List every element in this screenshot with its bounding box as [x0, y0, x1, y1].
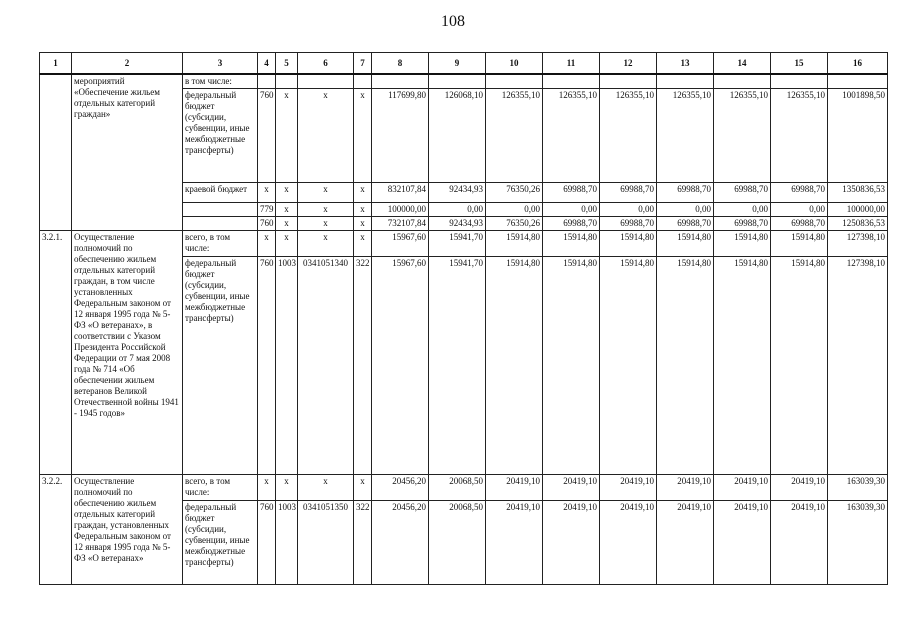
- value-cell: 20419,10: [657, 501, 714, 585]
- code-cell: 322: [354, 501, 372, 585]
- value-cell: 0,00: [771, 203, 828, 217]
- column-header: 7: [354, 53, 372, 75]
- value-cell: 100000,00: [828, 203, 888, 217]
- row-number-cell: 3.2.1.: [40, 231, 72, 475]
- value-cell: 126355,10: [657, 89, 714, 183]
- budget-table: [39, 52, 888, 585]
- code-cell: x: [276, 475, 298, 501]
- empty-cell: [372, 74, 429, 89]
- empty-cell: [771, 74, 828, 89]
- code-cell: 760: [258, 89, 276, 183]
- description-cell: Осуществление полномочий по обеспечению жильем отдельных категорий граждан, в том числе установленных Федеральным законом от 12 января 1995 года № 5-ФЗ «О ветеранах», в соответствии с Указом Президента Российской Федерации от 7 мая 2008 года № 714 «Об обеспечении жильем ветеранов Великой Отечественной войны 1941 - 1945 годов»: [72, 231, 183, 475]
- value-cell: 20419,10: [657, 475, 714, 501]
- value-cell: 163039,30: [828, 501, 888, 585]
- empty-cell: [486, 74, 543, 89]
- empty-cell: [276, 74, 298, 89]
- value-cell: 15914,80: [543, 257, 600, 475]
- description-cell: Осуществление полномочий по обеспечению жильем отдельных категорий граждан, установленных Федеральным законом от 12 января 1995 года № 5-ФЗ «О ветеранах»: [72, 475, 183, 585]
- source-cell: федеральный бюджет (субсидии, субвенции, иные межбюджетные трансферты): [183, 89, 258, 183]
- code-cell: 0341051350: [298, 501, 354, 585]
- value-cell: 15914,80: [657, 231, 714, 257]
- value-cell: 15914,80: [600, 257, 657, 475]
- column-header: 14: [714, 53, 771, 75]
- value-cell: 15914,80: [657, 257, 714, 475]
- code-cell: x: [354, 183, 372, 203]
- table-row: [40, 231, 888, 257]
- value-cell: 1001898,50: [828, 89, 888, 183]
- value-cell: 126355,10: [486, 89, 543, 183]
- column-header: 12: [600, 53, 657, 75]
- column-header: 9: [429, 53, 486, 75]
- code-cell: x: [298, 183, 354, 203]
- code-cell: 779: [258, 203, 276, 217]
- code-cell: x: [258, 231, 276, 257]
- value-cell: 76350,26: [486, 217, 543, 231]
- column-header: 6: [298, 53, 354, 75]
- value-cell: 69988,70: [543, 217, 600, 231]
- source-cell: [183, 217, 258, 231]
- column-header: 5: [276, 53, 298, 75]
- code-cell: x: [354, 89, 372, 183]
- code-cell: x: [298, 217, 354, 231]
- value-cell: 20068,50: [429, 475, 486, 501]
- value-cell: 20456,20: [372, 501, 429, 585]
- value-cell: 20419,10: [543, 501, 600, 585]
- code-cell: x: [276, 217, 298, 231]
- code-cell: 760: [258, 501, 276, 585]
- code-cell: 0341051340: [298, 257, 354, 475]
- code-cell: x: [298, 231, 354, 257]
- column-header: 10: [486, 53, 543, 75]
- code-cell: x: [258, 183, 276, 203]
- value-cell: 15941,70: [429, 231, 486, 257]
- column-header: 8: [372, 53, 429, 75]
- value-cell: 76350,26: [486, 183, 543, 203]
- value-cell: 20419,10: [486, 501, 543, 585]
- value-cell: 15914,80: [771, 257, 828, 475]
- empty-cell: [354, 74, 372, 89]
- code-cell: 1003: [276, 257, 298, 475]
- column-header: 16: [828, 53, 888, 75]
- value-cell: 92434,93: [429, 183, 486, 203]
- value-cell: 69988,70: [714, 217, 771, 231]
- value-cell: 20419,10: [714, 501, 771, 585]
- source-cell: федеральный бюджет (субсидии, субвенции, иные межбюджетные трансферты): [183, 257, 258, 475]
- value-cell: 126355,10: [600, 89, 657, 183]
- value-cell: 0,00: [657, 203, 714, 217]
- empty-cell: [429, 74, 486, 89]
- value-cell: 1350836,53: [828, 183, 888, 203]
- value-cell: 1250836,53: [828, 217, 888, 231]
- table-row: [40, 475, 888, 501]
- value-cell: 126355,10: [714, 89, 771, 183]
- value-cell: 100000,00: [372, 203, 429, 217]
- code-cell: x: [298, 475, 354, 501]
- empty-cell: [258, 74, 276, 89]
- value-cell: 0,00: [543, 203, 600, 217]
- value-cell: 15914,80: [543, 231, 600, 257]
- value-cell: 0,00: [486, 203, 543, 217]
- sub-header-cell: в том числе:: [183, 74, 258, 89]
- code-cell: 1003: [276, 501, 298, 585]
- value-cell: 15914,80: [600, 231, 657, 257]
- code-cell: x: [258, 475, 276, 501]
- value-cell: 126068,10: [429, 89, 486, 183]
- value-cell: 15914,80: [486, 257, 543, 475]
- code-cell: x: [276, 183, 298, 203]
- empty-cell: [657, 74, 714, 89]
- value-cell: 15914,80: [714, 231, 771, 257]
- value-cell: 163039,30: [828, 475, 888, 501]
- empty-cell: [543, 74, 600, 89]
- value-cell: 0,00: [714, 203, 771, 217]
- source-cell: всего, в том числе:: [183, 475, 258, 501]
- value-cell: 69988,70: [600, 183, 657, 203]
- empty-cell: [828, 74, 888, 89]
- value-cell: 117699,80: [372, 89, 429, 183]
- value-cell: 20419,10: [600, 501, 657, 585]
- value-cell: 15914,80: [771, 231, 828, 257]
- source-cell: [183, 203, 258, 217]
- value-cell: 20419,10: [486, 475, 543, 501]
- value-cell: 20419,10: [771, 475, 828, 501]
- description-cell: мероприятий «Обеспечение жильем отдельных категорий граждан»: [72, 74, 183, 231]
- code-cell: x: [354, 475, 372, 501]
- code-cell: 760: [258, 217, 276, 231]
- code-cell: x: [276, 203, 298, 217]
- value-cell: 69988,70: [543, 183, 600, 203]
- empty-cell: [600, 74, 657, 89]
- empty-cell: [714, 74, 771, 89]
- value-cell: 127398,10: [828, 257, 888, 475]
- value-cell: 20419,10: [771, 501, 828, 585]
- value-cell: 15941,70: [429, 257, 486, 475]
- table-header-row: [40, 53, 888, 75]
- column-header: 13: [657, 53, 714, 75]
- value-cell: 126355,10: [771, 89, 828, 183]
- value-cell: 20456,20: [372, 475, 429, 501]
- column-header: 15: [771, 53, 828, 75]
- code-cell: x: [276, 89, 298, 183]
- value-cell: 15967,60: [372, 231, 429, 257]
- code-cell: x: [298, 203, 354, 217]
- value-cell: 20419,10: [543, 475, 600, 501]
- value-cell: 69988,70: [771, 183, 828, 203]
- column-header: 1: [40, 53, 72, 75]
- value-cell: 69988,70: [657, 217, 714, 231]
- table-row: [40, 74, 888, 89]
- value-cell: 832107,84: [372, 183, 429, 203]
- value-cell: 69988,70: [657, 183, 714, 203]
- value-cell: 15914,80: [714, 257, 771, 475]
- value-cell: 0,00: [600, 203, 657, 217]
- code-cell: 760: [258, 257, 276, 475]
- row-number-cell: 3.2.2.: [40, 475, 72, 585]
- value-cell: 127398,10: [828, 231, 888, 257]
- code-cell: x: [298, 89, 354, 183]
- value-cell: 20419,10: [714, 475, 771, 501]
- page-number: 108: [441, 13, 465, 30]
- value-cell: 126355,10: [543, 89, 600, 183]
- value-cell: 92434,93: [429, 217, 486, 231]
- column-header: 4: [258, 53, 276, 75]
- empty-cell: [298, 74, 354, 89]
- code-cell: 322: [354, 257, 372, 475]
- code-cell: x: [354, 217, 372, 231]
- column-header: 11: [543, 53, 600, 75]
- code-cell: x: [354, 203, 372, 217]
- value-cell: 15967,60: [372, 257, 429, 475]
- value-cell: 20068,50: [429, 501, 486, 585]
- value-cell: 69988,70: [600, 217, 657, 231]
- value-cell: 20419,10: [600, 475, 657, 501]
- value-cell: 732107,84: [372, 217, 429, 231]
- column-header: 3: [183, 53, 258, 75]
- source-cell: федеральный бюджет (субсидии, субвенции, иные межбюджетные трансферты): [183, 501, 258, 585]
- code-cell: x: [276, 231, 298, 257]
- row-number-cell: [40, 74, 72, 231]
- value-cell: 69988,70: [771, 217, 828, 231]
- value-cell: 0,00: [429, 203, 486, 217]
- column-header: 2: [72, 53, 183, 75]
- value-cell: 15914,80: [486, 231, 543, 257]
- code-cell: x: [354, 231, 372, 257]
- source-cell: всего, в том числе:: [183, 231, 258, 257]
- source-cell: краевой бюджет: [183, 183, 258, 203]
- value-cell: 69988,70: [714, 183, 771, 203]
